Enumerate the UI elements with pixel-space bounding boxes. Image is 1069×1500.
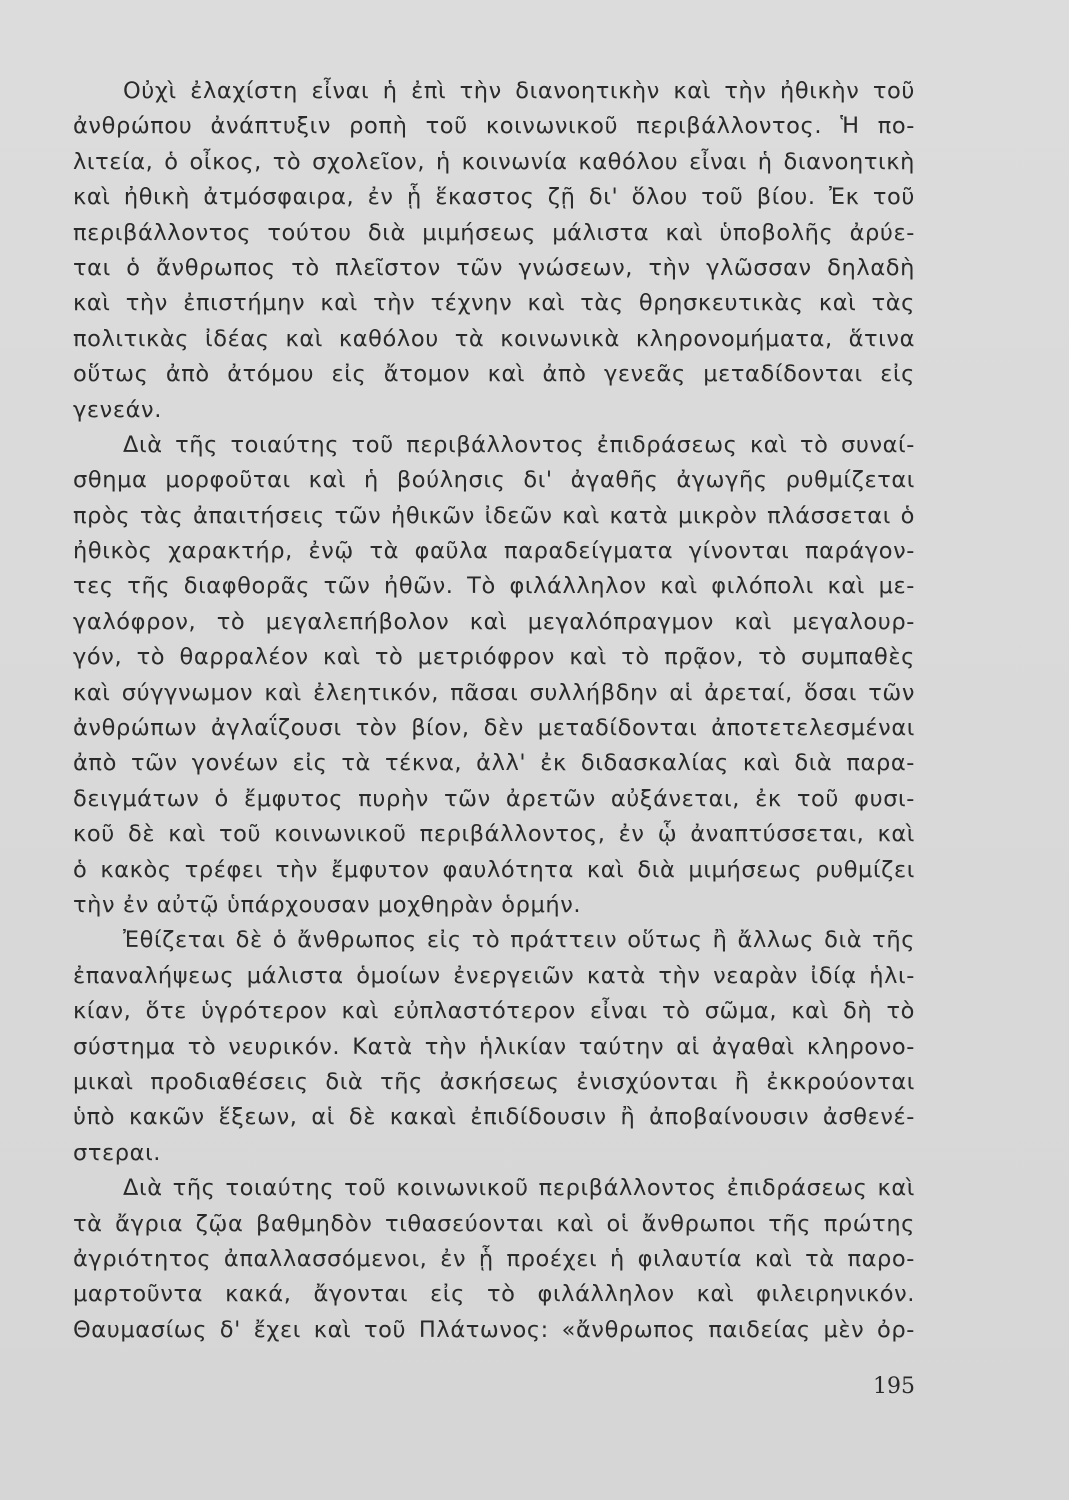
text-line: τες τῆς διαφθορᾶς τῶν ἠθῶν. Τὸ φιλάλληλον καὶ φιλόπολι καὶ με-: [73, 573, 915, 600]
text-line: καὶ ἠθικὴ ἀτμόσφαιρα, ἐν ᾗ ἕκαστος ζῇ δι' ὅλου τοῦ βίου. Ἐκ τοῦ: [73, 184, 915, 211]
paragraph-3: [73, 923, 915, 1171]
text-line: ἠθικὸς χαρακτήρ, ἐνῷ τὰ φαῦλα παραδείγματα γίνονται παράγον-: [73, 538, 915, 565]
text-line: πολιτικὰς ἰδέας καὶ καθόλου τὰ κοινωνικὰ κληρονομήματα, ἅτινα: [73, 325, 915, 352]
text-line: ἀγριότητος ἀπαλλασσόμενοι, ἐν ᾗ προέχει ἡ φιλαυτία καὶ τὰ παρο-: [73, 1245, 915, 1272]
text-line: Ἐθίζεται δὲ ὁ ἄνθρωπος εἰς τὸ πράττειν οὕτως ἢ ἄλλως διὰ τῆς: [123, 927, 915, 954]
text-line: γαλόφρον, τὸ μεγαλεπήβολον καὶ μεγαλόπραγμον καὶ μεγαλουρ-: [73, 608, 915, 635]
text-line: στεραι.: [73, 1139, 162, 1166]
body-text: [73, 74, 915, 1348]
text-line: ὁ κακὸς τρέφει τὴν ἔμφυτον φαυλότητα καὶ διὰ μιμήσεως ρυθμίζει: [73, 856, 915, 883]
text-line: περιβάλλοντος τούτου διὰ μιμήσεως μάλιστα καὶ ὑποβολῆς ἀρύε-: [73, 219, 915, 246]
text-line: ται ὁ ἄνθρωπος τὸ πλεῖστον τῶν γνώσεων, τὴν γλῶσσαν δηλαδὴ: [73, 254, 915, 281]
text-line: Διὰ τῆς τοιαύτης τοῦ περιβάλλοντος ἐπιδράσεως καὶ τὸ συναί-: [123, 431, 915, 458]
paragraph-1: [73, 74, 915, 428]
text-line: ἐπαναλήψεως μάλιστα ὁμοίων ἐνεργειῶν κατὰ τὴν νεαρὰν ἰδίᾳ ἡλι-: [73, 962, 915, 989]
text-line: κίαν, ὅτε ὑγρότερον καὶ εὐπλαστότερον εἶναι τὸ σῶμα, καὶ δὴ τὸ: [73, 998, 915, 1025]
paragraph-2: [73, 428, 915, 923]
page-number: 195: [873, 1374, 915, 1399]
text-line: σύστημα τὸ νευρικόν. Κατὰ τὴν ἡλικίαν ταύτην αἱ ἀγαθαὶ κληρονο-: [73, 1033, 915, 1060]
text-line: τὴν ἐν αὐτῷ ὑπάρχουσαν μοχθηρὰν ὁρμήν.: [73, 891, 582, 918]
text-line: γενεάν.: [73, 396, 162, 423]
text-line: πρὸς τὰς ἀπαιτήσεις τῶν ἠθικῶν ἰδεῶν καὶ κατὰ μικρὸν πλάσσεται ὁ: [73, 502, 915, 529]
text-line: Διὰ τῆς τοιαύτης τοῦ κοινωνικοῦ περιβάλλοντος ἐπιδράσεως καὶ: [123, 1175, 915, 1202]
text-line: δειγμάτων ὁ ἔμφυτος πυρὴν τῶν ἀρετῶν αὐξάνεται, ἐκ τοῦ φυσι-: [73, 785, 915, 812]
text-line: κοῦ δὲ καὶ τοῦ κοινωνικοῦ περιβάλλοντος, ἐν ᾧ ἀναπτύσσεται, καὶ: [73, 821, 915, 848]
text-line: ἀπὸ τῶν γονέων εἰς τὰ τέκνα, ἀλλ' ἐκ διδασκαλίας καὶ διὰ παρα-: [73, 750, 915, 777]
text-line: μαρτοῦντα κακά, ἄγονται εἰς τὸ φιλάλληλον καὶ φιλειρηνικόν.: [73, 1281, 915, 1308]
text-line: γόν, τὸ θαρραλέον καὶ τὸ μετριόφρον καὶ τὸ πρᾷον, τὸ συμπαθὲς: [73, 644, 915, 671]
paragraph-4: [73, 1171, 915, 1348]
text-line: Θαυμασίως δ' ἔχει καὶ τοῦ Πλάτωνος: «ἄνθρωπος παιδείας μὲν ὀρ-: [73, 1316, 915, 1343]
text-line: καὶ σύγγνωμον καὶ ἐλεητικόν, πᾶσαι συλλήβδην αἱ ἀρεταί, ὅσαι τῶν: [73, 679, 915, 706]
text-line: μικαὶ προδιαθέσεις διὰ τῆς ἀσκήσεως ἐνισχύονται ἢ ἐκκρούονται: [73, 1068, 915, 1095]
text-line: ἀνθρώπων ἀγλαΐζουσι τὸν βίον, δὲν μεταδίδονται ἀποτετελεσμέναι: [73, 715, 915, 742]
text-line: σθημα μορφοῦται καὶ ἡ βούλησις δι' ἀγαθῆς ἀγωγῆς ρυθμίζεται: [73, 467, 915, 494]
text-line: καὶ τὴν ἐπιστήμην καὶ τὴν τέχνην καὶ τὰς θρησκευτικὰς καὶ τὰς: [73, 290, 915, 317]
text-line: ἀνθρώπου ἀνάπτυξιν ροπὴ τοῦ κοινωνικοῦ περιβάλλοντος. Ἡ πο-: [73, 113, 915, 140]
text-line: τὰ ἄγρια ζῷα βαθμηδὸν τιθασεύονται καὶ οἱ ἄνθρωποι τῆς πρώτης: [73, 1210, 915, 1237]
text-line: λιτεία, ὁ οἶκος, τὸ σχολεῖον, ἡ κοινωνία καθόλου εἶναι ἡ διανοητικὴ: [73, 148, 915, 175]
text-line: ὑπὸ κακῶν ἕξεων, αἱ δὲ κακαὶ ἐπιδίδουσιν ἢ ἀποβαίνουσιν ἀσθενέ-: [73, 1104, 915, 1131]
text-line: Οὐχὶ ἐλαχίστη εἶναι ἡ ἐπὶ τὴν διανοητικὴν καὶ τὴν ἠθικὴν τοῦ: [123, 78, 915, 104]
text-line: οὕτως ἀπὸ ἀτόμου εἰς ἄτομον καὶ ἀπὸ γενεᾶς μεταδίδονται εἰς: [73, 361, 915, 388]
